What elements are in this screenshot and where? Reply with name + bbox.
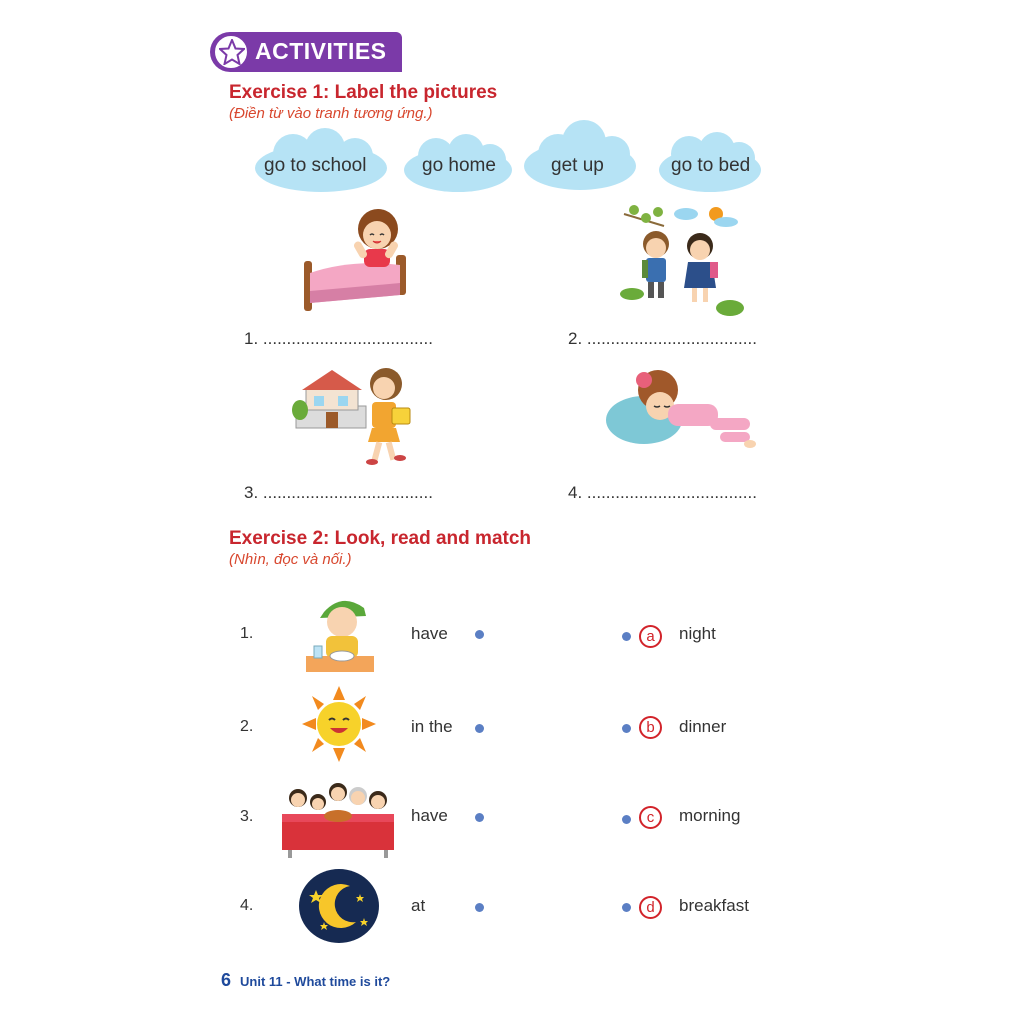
answer-blank-1[interactable]: 1. .................................... [244, 329, 433, 348]
match-right-2: dinner [679, 717, 727, 736]
family-dinner-picture [278, 780, 398, 860]
moon-stars-picture [298, 868, 380, 944]
exercise-1-subtitle: (Điền từ vào tranh tương ứng.) [229, 105, 433, 122]
match-dot-right-4[interactable] [622, 903, 631, 912]
cloud-word-4: go to bed [671, 155, 751, 176]
match-dot-right-1[interactable] [622, 632, 631, 641]
girl-sleeping-picture [604, 362, 756, 456]
row-number: 4. [240, 897, 254, 914]
row-number: 3. [240, 808, 254, 825]
boy-eating-breakfast-picture [302, 594, 378, 676]
girl-waking-up-picture [300, 203, 414, 315]
match-left-1: have [411, 624, 448, 643]
match-dot-right-3[interactable] [622, 815, 631, 824]
match-right-1: night [679, 624, 716, 643]
match-dot-left-3[interactable] [475, 813, 484, 822]
exercise-2-subtitle: (Nhìn, đọc và nối.) [229, 551, 352, 568]
match-dot-left-2[interactable] [475, 724, 484, 733]
letter-circle-d: d [639, 896, 662, 919]
star-icon [212, 33, 250, 71]
letter-circle-b: b [639, 716, 662, 739]
cloud-word-2: go home [422, 155, 496, 176]
row-number: 1. [240, 625, 254, 642]
exercise-1-title: Exercise 1: Label the pictures [229, 82, 498, 103]
unit-title: Unit 11 - What time is it? [240, 974, 391, 989]
answer-blank-3[interactable]: 3. .................................... [244, 483, 433, 502]
answer-blank-4[interactable]: 4. .................................... [568, 483, 757, 502]
children-school-picture [620, 200, 744, 320]
match-dot-left-1[interactable] [475, 630, 484, 639]
match-dot-left-4[interactable] [475, 903, 484, 912]
match-left-2: in the [411, 717, 453, 736]
match-left-4: at [411, 896, 426, 915]
match-dot-right-2[interactable] [622, 724, 631, 733]
row-number: 2. [240, 718, 254, 735]
cloud-word-1: go to school [264, 155, 367, 176]
letter-circle-a: a [639, 625, 662, 648]
letter-circle-c: c [639, 806, 662, 829]
exercise-2-title: Exercise 2: Look, read and match [229, 528, 532, 549]
answer-blank-2[interactable]: 2. .................................... [568, 329, 757, 348]
match-right-3: morning [679, 806, 741, 825]
page-number: 6 [221, 970, 232, 990]
match-right-4: breakfast [679, 896, 749, 915]
match-left-3: have [411, 806, 448, 825]
section-title: ACTIVITIES [255, 38, 387, 64]
cloud-word-3: get up [551, 155, 604, 176]
smiling-sun-picture [302, 686, 376, 762]
girl-walking-home-picture [292, 362, 422, 470]
